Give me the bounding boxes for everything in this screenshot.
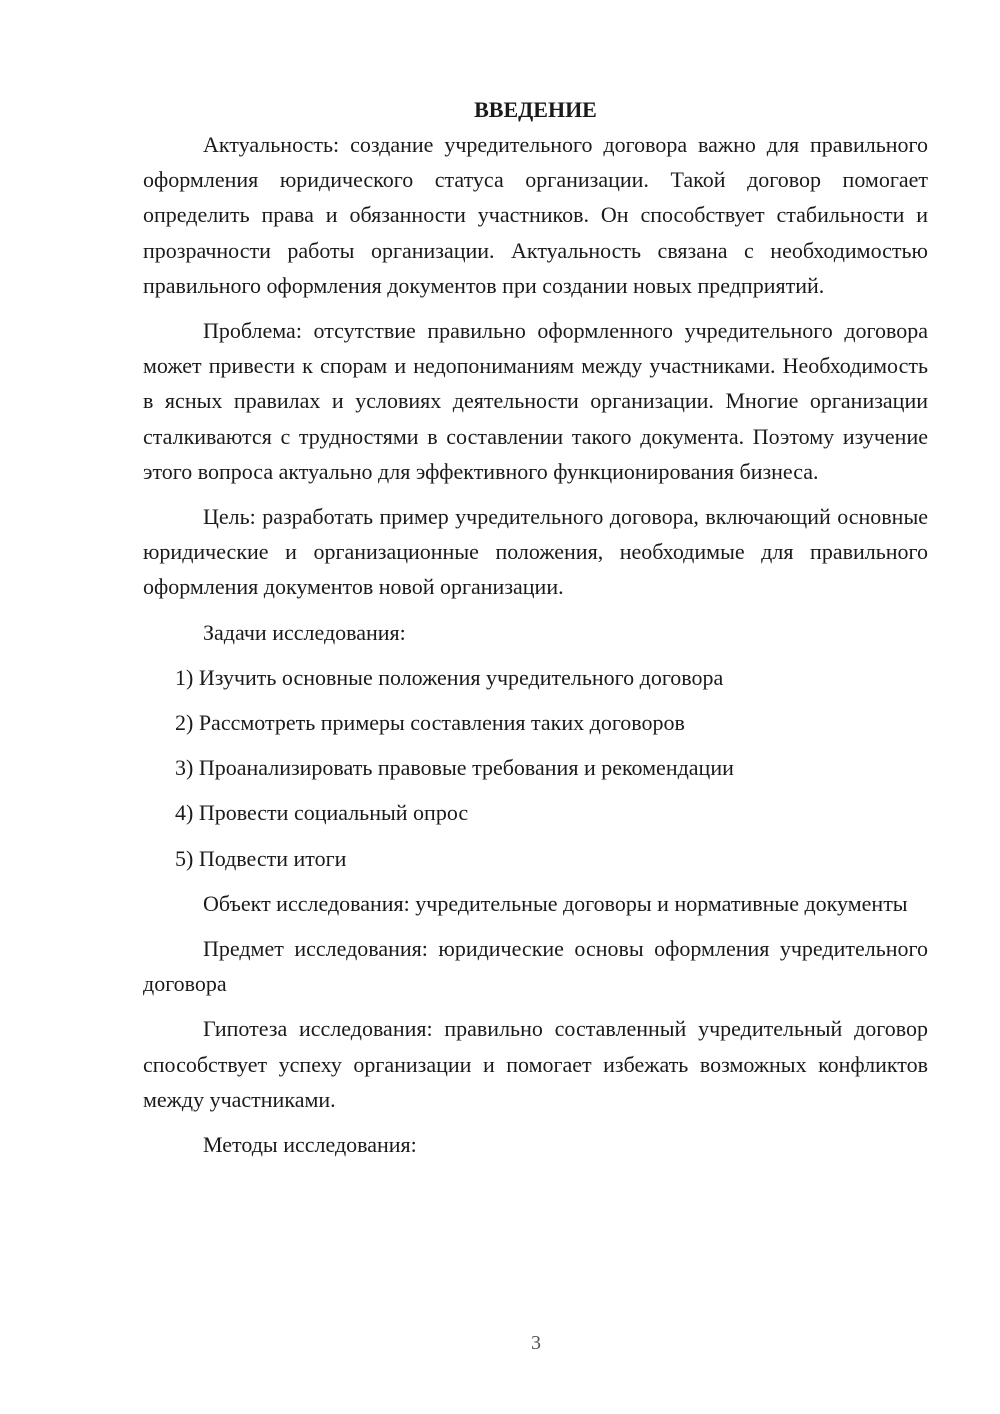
paragraph-object: Объект исследования: учредительные договоры и нормативные документы [203,890,908,916]
paragraph-methods: Методы исследования: [203,1132,417,1158]
paragraph-hypothesis: Гипотеза исследования: правильно составленный учредительный договор способствует успеху организации и помогает избежать возможных конфликтов между участниками. [143,1016,928,1112]
document-page [143,92,928,1172]
paragraph-goal: Цель: разработать пример учредительного договора, включающий основные юридические и организационные положения, необходимые для правильного оформления документов новой организации. [143,504,928,600]
tasks-list [143,660,928,876]
list-item: 4) Провести социальный опрос [175,800,469,826]
list-item: 3) Проанализировать правовые требования и рекомендации [175,755,734,781]
paragraph-problem: Проблема: отсутствие правильно оформленного учредительного договора может привести к спорам и недопониманиям между участниками. Необходимость в ясных правилах и условиях деятельности организации. Многие организации сталкиваются с трудностями в составлении такого документа. Поэтому изучение этого вопроса актуально для эффективного функционирования бизнеса. [143,318,928,484]
paragraph-subject: Предмет исследования: юридические основы оформления учредительного договора [143,936,928,997]
paragraph-relevance: Актуальность: создание учредительного договора важно для правильного оформления юридического статуса организации. Такой договор помогает определить права и обязанности участников. Он способствует стабильности и прозрачности работы организации. Актуальность связана с необходимостью правильного оформления документов при создании новых предприятий. [143,132,928,298]
page-title: ВВЕДЕНИЕ [474,97,597,122]
list-item: 5) Подвести итоги [175,845,347,871]
list-item: 2) Рассмотреть примеры составления таких договоров [175,710,685,736]
list-item: 1) Изучить основные положения учредительного договора [175,664,724,690]
tasks-heading: Задачи исследования: [203,619,406,645]
page-number: 3 [531,1332,541,1354]
